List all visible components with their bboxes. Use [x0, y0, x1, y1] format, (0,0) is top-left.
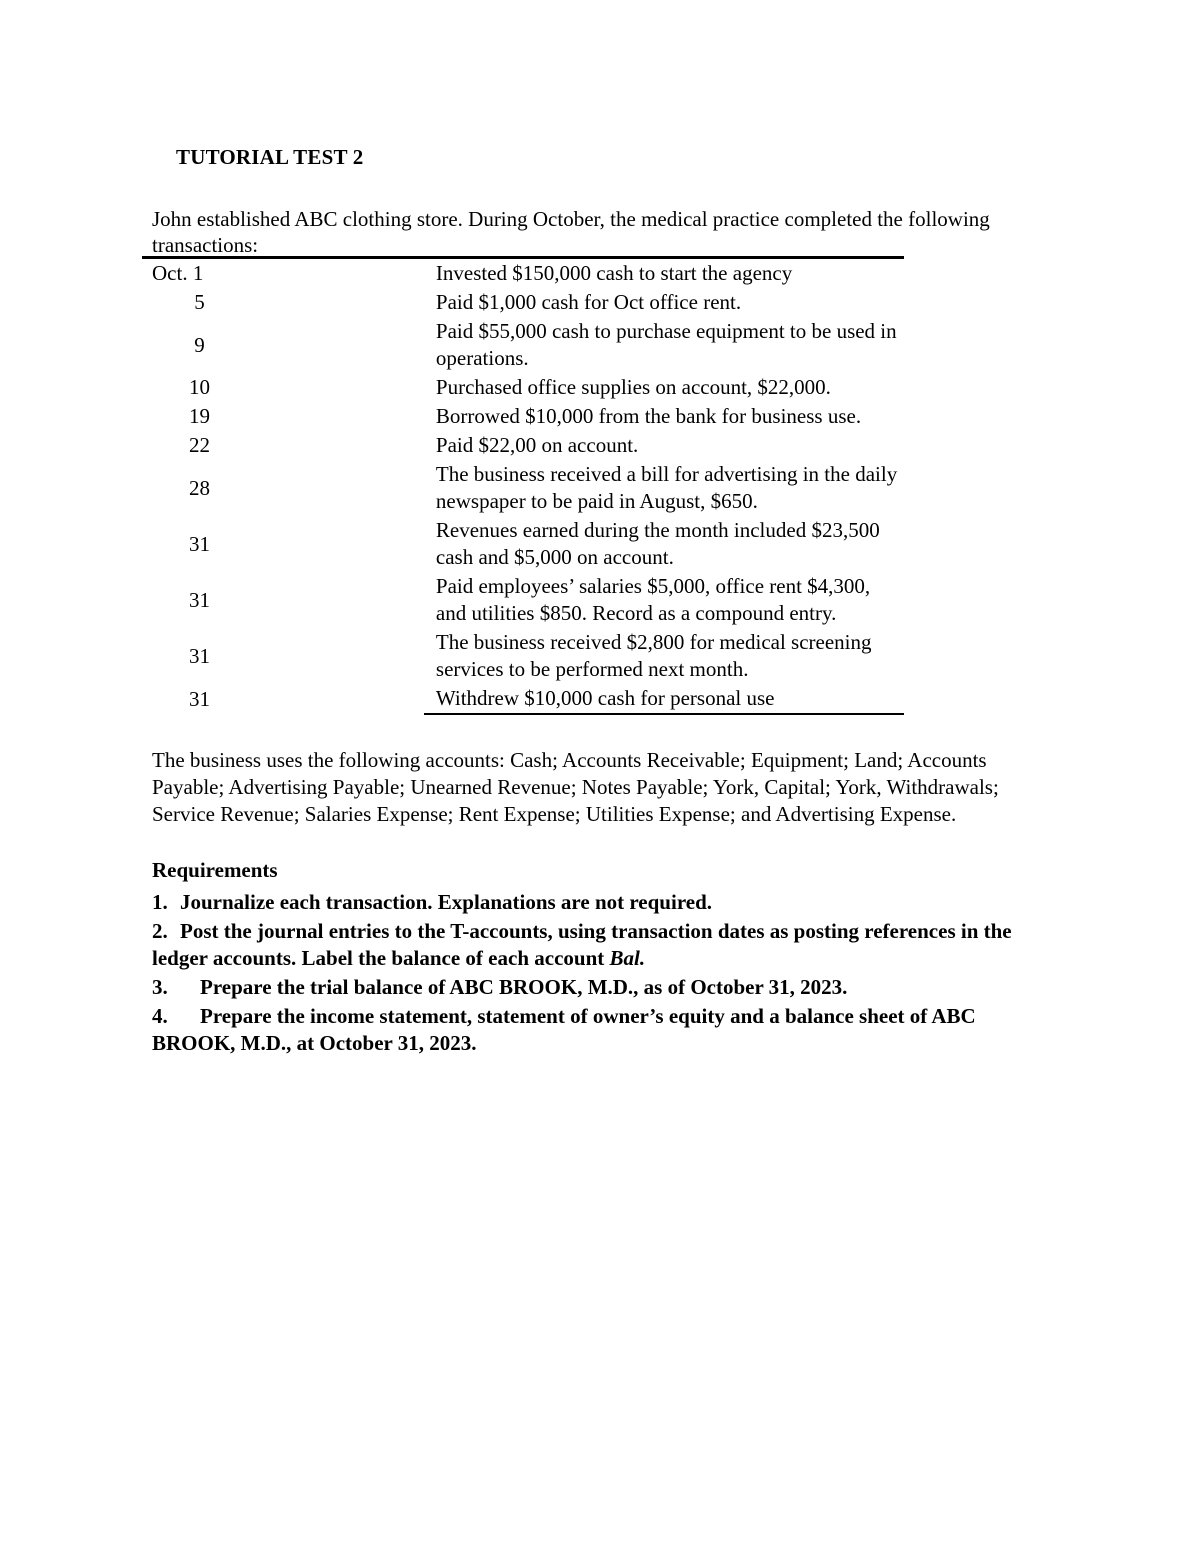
- transaction-description: Revenues earned during the month included $23,500 cash and $5,000 on account.: [435, 518, 880, 569]
- transaction-date: 5: [194, 290, 205, 314]
- requirement-text: Prepare the trial balance of ABC BROOK, M.D., as of October 31, 2023.: [200, 975, 848, 999]
- transaction-description: Invested $150,000 cash to start the agency: [435, 261, 793, 285]
- requirement-italic-text: Bal.: [609, 946, 646, 970]
- list-item: [152, 889, 1052, 916]
- requirement-number: 1.: [152, 890, 168, 914]
- table-row: [142, 373, 904, 402]
- requirement-text: Journalize each transaction. Explanations are not required.: [180, 890, 713, 914]
- table-row: [142, 431, 904, 460]
- transaction-description: The business received a bill for advertising in the daily newspaper to be paid in August, $650.: [435, 462, 898, 513]
- transaction-date: 31: [189, 587, 210, 612]
- table-row: [142, 684, 904, 714]
- transaction-date: 22: [189, 433, 210, 457]
- table-row: [142, 572, 904, 628]
- table-row: [142, 317, 904, 373]
- transaction-date: 31: [189, 531, 210, 556]
- transaction-date: Oct. 1: [152, 261, 204, 285]
- transaction-date: 31: [189, 643, 210, 668]
- document-title: TUTORIAL TEST 2: [176, 145, 364, 169]
- table-row: [142, 258, 904, 289]
- table-row: [142, 402, 904, 431]
- intro-paragraph: John established ABC clothing store. During October, the medical practice completed the following transactions:: [152, 207, 990, 257]
- requirement-text: Prepare the income statement, statement of owner’s equity and a balance sheet of ABC BROOK, M.D., at October 31, 2023.: [152, 1004, 976, 1055]
- transaction-description: Withdrew $10,000 cash for personal use: [424, 684, 904, 714]
- list-item: [152, 918, 1052, 972]
- transaction-date: 28: [189, 475, 210, 500]
- requirement-number: 2.: [152, 919, 168, 943]
- requirement-number: 3.: [152, 975, 168, 999]
- transaction-date: 9: [194, 332, 205, 357]
- table-row: [142, 288, 904, 317]
- table-row: [142, 628, 904, 684]
- transaction-date: 31: [189, 686, 210, 711]
- requirements-heading: Requirements: [152, 858, 278, 882]
- transaction-description: Borrowed $10,000 from the bank for business use.: [435, 404, 862, 428]
- transaction-description: Paid employees’ salaries $5,000, office rent $4,300, and utilities $850. Record as a compound entry.: [435, 574, 871, 625]
- transactions-table: [142, 256, 904, 715]
- transaction-date: 19: [189, 404, 210, 428]
- requirement-text: Post the journal entries to the T-accounts, using transaction dates as posting references in the ledger accounts. Label the balance of each account: [152, 919, 1012, 970]
- transaction-description: Purchased office supplies on account, $22,000.: [435, 375, 831, 399]
- transaction-description: The business received $2,800 for medical screening services to be performed next month.: [435, 630, 872, 681]
- transaction-description: Paid $22,00 on account.: [435, 433, 639, 457]
- table-row: [142, 460, 904, 516]
- accounts-paragraph: The business uses the following accounts: Cash; Accounts Receivable; Equipment; Land; Accounts Payable; Advertising Payable; Unearned Revenue; Notes Payable; York, Capital; York, Withdrawals; Service Revenue; Salaries Expense; Rent Expense; Utilities Expense; and Advertising Expense.: [152, 748, 999, 826]
- list-item: [152, 1003, 1052, 1057]
- requirements-list: [152, 889, 1052, 1059]
- requirement-number: 4.: [152, 1004, 168, 1028]
- list-item: [152, 974, 1052, 1001]
- table-row: [142, 516, 904, 572]
- transaction-description: Paid $55,000 cash to purchase equipment to be used in operations.: [435, 319, 897, 370]
- transaction-description: Paid $1,000 cash for Oct office rent.: [435, 290, 742, 314]
- transaction-date: 10: [189, 375, 210, 399]
